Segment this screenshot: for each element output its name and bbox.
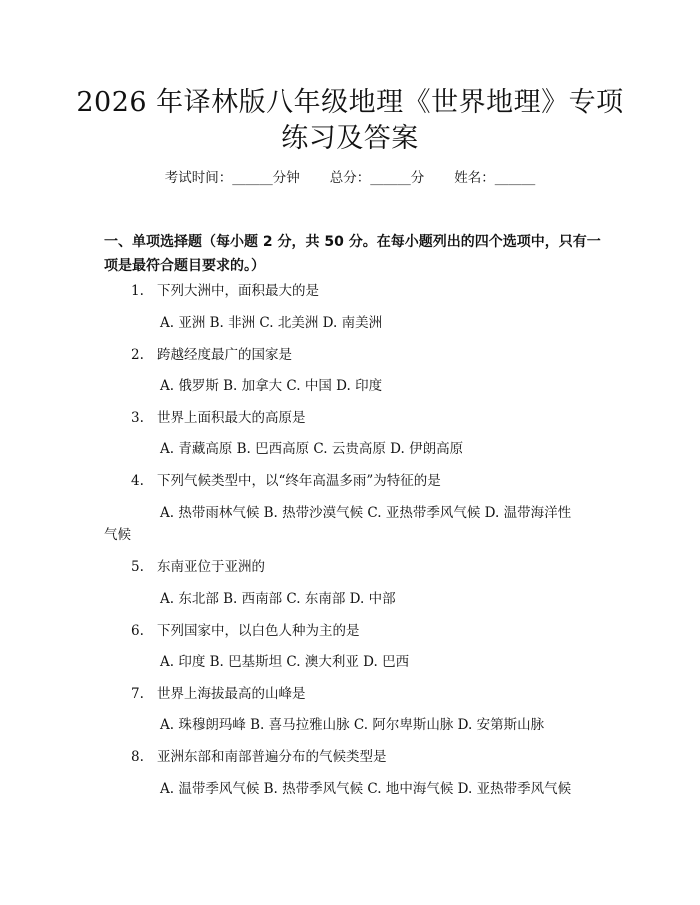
question-text: 跨越经度最广的国家是 <box>157 347 292 363</box>
student-name-field: 姓名：______ <box>454 170 536 186</box>
question-1-options: A. 亚洲 B. 非洲 C. 北美洲 D. 南美洲 <box>160 315 383 331</box>
question-text: 世界上面积最大的高原是 <box>157 410 306 426</box>
question-text: 下列气候类型中，以“终年高温多雨”为特征的是 <box>157 473 441 489</box>
question-6 <box>131 621 360 641</box>
question-3-options: A. 青藏高原 B. 巴西高原 C. 云贵高原 D. 伊朗高原 <box>160 441 464 457</box>
exam-time-field: 考试时间：______分钟 <box>164 170 300 186</box>
question-number: 6. <box>131 623 144 639</box>
question-text: 下列国家中，以白色人种为主的是 <box>157 623 360 639</box>
question-7 <box>131 684 306 704</box>
document-title-line-1: 2026 年译林版八年级地理《世界地理》专项 <box>76 87 624 118</box>
question-number: 3. <box>131 410 144 426</box>
question-3 <box>131 408 306 428</box>
exam-meta <box>0 168 700 188</box>
question-text: 亚洲东部和南部普遍分布的气候类型是 <box>157 749 387 765</box>
question-4-options-wrap: 气候 <box>104 527 131 543</box>
question-number: 8. <box>131 749 144 765</box>
question-text: 世界上海拔最高的山峰是 <box>157 686 306 702</box>
question-4 <box>131 471 441 491</box>
question-2-options: A. 俄罗斯 B. 加拿大 C. 中国 D. 印度 <box>160 378 383 394</box>
question-number: 1. <box>131 283 144 299</box>
question-8 <box>131 747 387 767</box>
question-5 <box>131 557 265 577</box>
question-4-options: A. 热带雨林气候 B. 热带沙漠气候 C. 亚热带季风气候 D. 温带海洋性 <box>160 505 572 521</box>
question-text: 下列大洲中，面积最大的是 <box>157 283 319 299</box>
question-7-options: A. 珠穆朗玛峰 B. 喜马拉雅山脉 C. 阿尔卑斯山脉 D. 安第斯山脉 <box>160 717 545 733</box>
question-2 <box>131 345 292 365</box>
section-heading: 一、单项选择题（每小题 2 分，共 50 分。在每小题列出的四个选项中，只有一项是最符合题目要求的。） <box>104 234 601 274</box>
question-number: 4. <box>131 473 144 489</box>
question-6-options: A. 印度 B. 巴基斯坦 C. 澳大利亚 D. 巴西 <box>160 654 410 670</box>
total-score-field: 总分：______分 <box>329 170 425 186</box>
document-title-line-2: 练习及答案 <box>281 123 419 154</box>
question-1 <box>131 281 319 301</box>
question-text: 东南亚位于亚洲的 <box>157 559 265 575</box>
question-number: 5. <box>131 559 144 575</box>
question-number: 2. <box>131 347 144 363</box>
question-5-options: A. 东北部 B. 西南部 C. 东南部 D. 中部 <box>160 591 396 607</box>
question-8-options: A. 温带季风气候 B. 热带季风气候 C. 地中海气候 D. 亚热带季风气候 <box>160 781 572 797</box>
question-number: 7. <box>131 686 144 702</box>
